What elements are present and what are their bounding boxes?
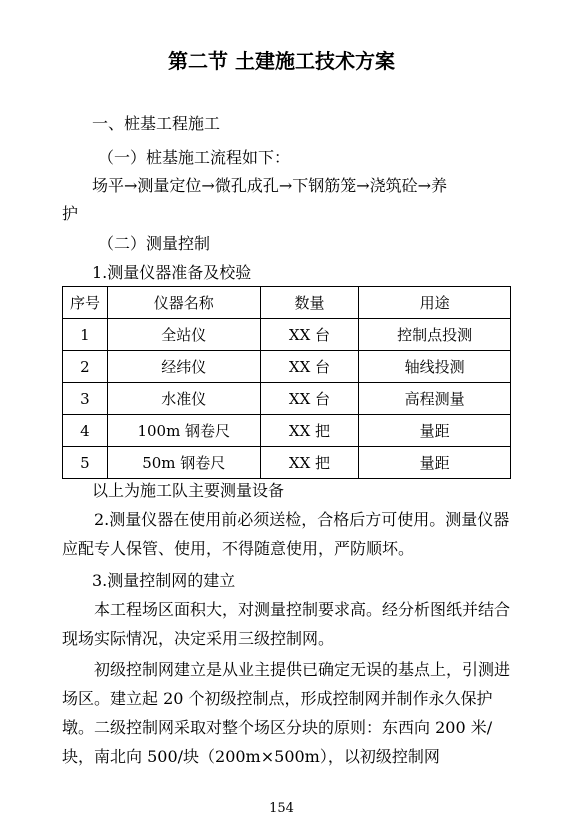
col-header-index: 序号: [63, 287, 108, 319]
cell-index: 3: [63, 383, 108, 415]
instrument-table: [62, 286, 511, 479]
cell-usage: 量距: [359, 447, 511, 479]
cell-quantity: XX 把: [260, 415, 359, 447]
paragraph-text: 初级控制网建立是从业主提供已确定无误的基点上，引测进场区。建立起 20 个初级控制点，形成控制网并制作永久保护墩。二级控制网采取对整个场区分块的原则：东西向 200 米/块，南北向 500/块（200m×500m），以初级控制网: [62, 660, 511, 766]
cell-name: 全站仪: [107, 319, 260, 351]
cell-quantity: XX 台: [260, 351, 359, 383]
cell-index: 1: [63, 319, 108, 351]
cell-index: 5: [63, 447, 108, 479]
paragraph-text: 本工程场区面积大，对测量控制要求高。经分析图纸并结合现场实际情况，决定采用三级控制网。: [62, 600, 511, 648]
flow-text-line1: 场平→测量定位→微孔成孔→下钢筋笼→浇筑砼→养: [92, 176, 448, 195]
table-row: [63, 351, 511, 383]
col-header-name: 仪器名称: [107, 287, 260, 319]
table-row: [63, 447, 511, 479]
cell-name: 100m 钢卷尺: [107, 415, 260, 447]
cell-name: 50m 钢卷尺: [107, 447, 260, 479]
table-row: [63, 415, 511, 447]
table-footnote: 以上为施工队主要测量设备: [92, 481, 285, 500]
cell-name: 经纬仪: [107, 351, 260, 383]
cell-index: 2: [63, 351, 108, 383]
cell-usage: 轴线投测: [359, 351, 511, 383]
paragraph-instrument-inspection: [62, 505, 510, 563]
table-row: [63, 383, 511, 415]
subheading-pile-flow: （一）桩基施工流程如下：: [98, 148, 291, 167]
cell-name: 水准仪: [107, 383, 260, 415]
cell-usage: 高程测量: [359, 383, 511, 415]
cell-usage: 控制点投测: [359, 319, 511, 351]
item-instrument-prep: 1.测量仪器准备及校验: [92, 263, 252, 282]
cell-quantity: XX 台: [260, 383, 359, 415]
flow-text-line2: 护: [62, 204, 79, 223]
heading-pile-foundation: 一、桩基工程施工: [92, 114, 221, 133]
paragraph-network-decision: [62, 595, 510, 653]
paragraph-primary-network: [62, 655, 510, 771]
subheading-survey-control: （二）测量控制: [98, 234, 211, 253]
cell-index: 4: [63, 415, 108, 447]
page-number: 154: [269, 801, 294, 816]
col-header-quantity: 数量: [260, 287, 359, 319]
table-row: [63, 319, 511, 351]
paragraph-text: 2.测量仪器在使用前必须送检，合格后方可使用。测量仪器应配专人保管、使用，不得随意使用，严防顺坏。: [62, 510, 510, 558]
cell-quantity: XX 把: [260, 447, 359, 479]
cell-usage: 量距: [359, 415, 511, 447]
col-header-usage: 用途: [359, 287, 511, 319]
table-header-row: [63, 287, 511, 319]
item-control-network: 3.测量控制网的建立: [92, 571, 236, 590]
section-title: 第二节 土建施工技术方案: [168, 49, 395, 73]
cell-quantity: XX 台: [260, 319, 359, 351]
